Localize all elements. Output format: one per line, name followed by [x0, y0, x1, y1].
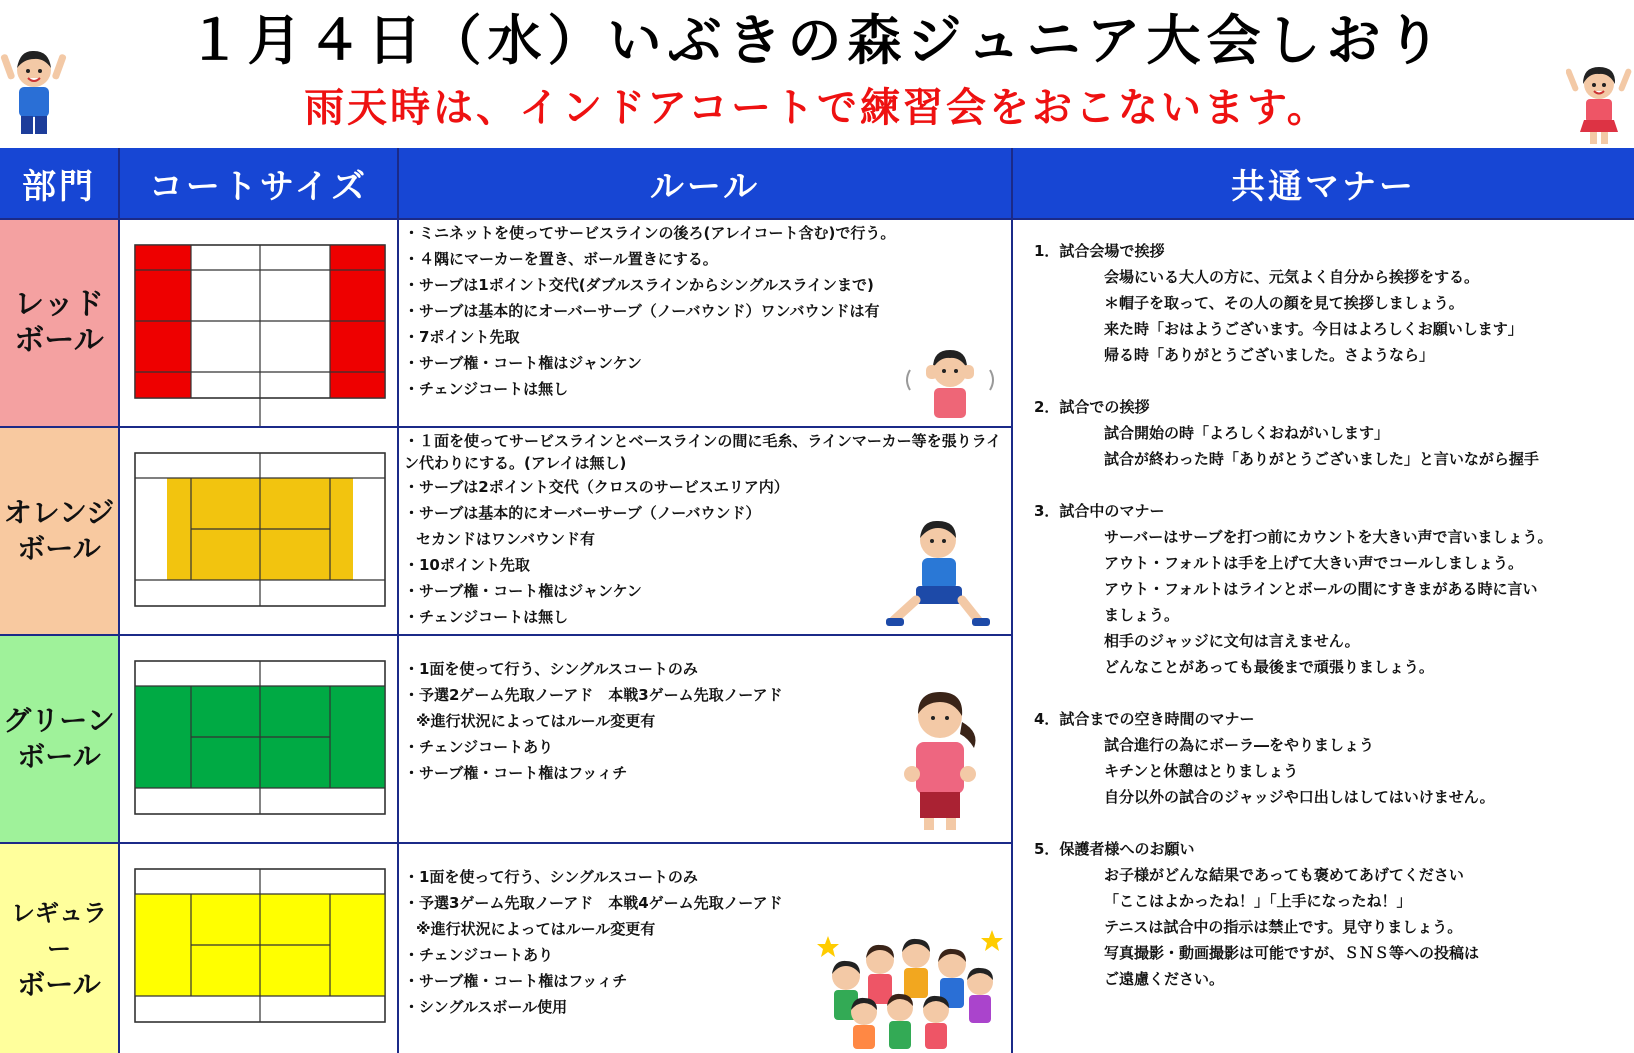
manners-section-guardians: [1034, 836, 1614, 992]
manners-line: ご遠慮ください。: [1104, 970, 1225, 988]
rule-item: ・チェンジコートあり: [404, 946, 554, 964]
header-division: 部門: [0, 148, 118, 218]
header-manners: 共通マナー: [1013, 148, 1634, 218]
manners-line: 自分以外の試合のジャッジや口出しはしてはいけません。: [1104, 788, 1495, 806]
rule-item: ・サーブは2ポイント交代（クロスのサービスエリア内）: [404, 478, 789, 496]
rule-item: ・7ポイント先取: [404, 328, 520, 346]
rule-item: ・４隅にマーカーを置き、ボール置きにする。: [404, 250, 718, 268]
division-red-line1: レッド: [14, 287, 104, 322]
court-diagram-regular: [134, 868, 386, 1023]
rule-item: ・サーブは1ポイント交代(ダブルスラインからシングルスラインまで): [404, 276, 874, 294]
manners-line: 来た時「おはようございます。今日はよろしくお願いします」: [1104, 320, 1523, 338]
division-regular: [0, 844, 118, 1053]
cheering-kids-group-illustration: [816, 916, 1006, 1050]
rule-item: ・サーブ権・コート権はジャンケン: [404, 582, 642, 600]
manners-heading: 2．試合での挨拶: [1034, 398, 1150, 416]
manners-line: 相手のジャッジに文句は言えません。: [1104, 632, 1360, 650]
manners-heading: 5．保護者様へのお願い: [1034, 840, 1195, 858]
manners-line: どんなことがあっても最後まで頑張りましょう。: [1104, 658, 1434, 676]
page-title: １月４日（水）いぶきの森ジュニア大会しおり: [187, 9, 1447, 72]
manners-line: 試合開始の時「よろしくおねがいします」: [1104, 424, 1390, 442]
rule-item: セカンドはワンバウンド有: [416, 530, 595, 548]
rule-item: ・10ポイント先取: [404, 556, 530, 574]
common-manners: [1034, 238, 1614, 1018]
rule-item: ※進行状況によってはルール変更有: [416, 712, 656, 730]
manners-section-waiting-time: [1034, 706, 1614, 810]
manners-section-during-match: [1034, 498, 1614, 680]
manners-line: ＊帽子を取って、その人の顔を見て挨拶しましょう。: [1104, 294, 1464, 312]
rules-table: [0, 148, 1634, 1053]
division-orange: [0, 428, 118, 634]
girl-covering-ears-illustration: [900, 340, 1000, 420]
court-diagram-red: [134, 244, 386, 399]
rule-item: ・予選3ゲーム先取ノーアド 本戦4ゲーム先取ノーアド: [404, 894, 783, 912]
court-diagram-green: [134, 660, 386, 815]
rule-item: ・チェンジコートあり: [404, 738, 554, 756]
division-red: [0, 220, 118, 426]
division-orange-line2: ボール: [17, 532, 101, 565]
rule-item: ・サーブ権・コート権はフッィチ: [404, 764, 628, 782]
rule-item: ・サーブは基本的にオーバーサーブ（ノーバウンド）: [404, 504, 761, 522]
rain-notice: 雨天時は、インドアコートで練習会をおこないます。: [304, 85, 1330, 131]
rule-item: ・予選2ゲーム先取ノーアド 本戦3ゲーム先取ノーアド: [404, 686, 783, 704]
determined-girl-illustration: [890, 682, 994, 832]
court-diagram-red-tail: [134, 398, 386, 426]
manners-line: 「ここはよかったね！」「上手になったね！」: [1104, 892, 1412, 910]
division-green-line1: グリーン: [3, 704, 115, 737]
manners-heading: 1．試合会場で挨拶: [1034, 242, 1165, 260]
header-court-size: コートサイズ: [120, 148, 397, 218]
rule-item: ・サーブは基本的にオーバーサーブ（ノーバウンド）ワンバウンドは有: [404, 302, 880, 320]
manners-line: サーバーはサーブを打つ前にカウントを大きい声で言いましょう。: [1104, 528, 1553, 546]
division-red-line2: ボール: [14, 323, 104, 358]
cheering-boy-illustration: [0, 46, 68, 142]
rule-item: ・ミニネットを使ってサービスラインの後ろ(アレイコート含む)で行う。: [404, 224, 896, 242]
rule-item: ・シングルスボール使用: [404, 998, 568, 1016]
division-regular-line1: レギュラー: [11, 898, 107, 963]
manners-line: 会場にいる大人の方に、元気よく自分から挨拶をする。: [1104, 268, 1480, 286]
manners-heading: 4．試合までの空き時間のマナー: [1034, 710, 1255, 728]
manners-line: お子様がどんな結果であっても褒めてあげてください: [1104, 866, 1464, 884]
cheering-girl-illustration: [1566, 62, 1632, 146]
manners-line: 試合進行の為にボーラ―をやりましょう: [1104, 736, 1375, 754]
manners-line: アウト・フォルトは手を上げて大きい声でコールしましょう。: [1104, 554, 1523, 572]
manners-line: 帰る時「ありがとうございました。さようなら」: [1104, 346, 1435, 364]
division-green-line2: ボール: [17, 740, 101, 773]
manners-line: ましょう。: [1104, 606, 1180, 624]
rule-item: ・1面を使って行う、シングルスコートのみ: [404, 660, 698, 678]
manners-section-greeting: [1034, 238, 1614, 368]
division-orange-line1: オレンジ: [3, 496, 115, 529]
court-diagram-orange: [134, 452, 386, 607]
manners-heading: 3．試合中のマナー: [1034, 502, 1165, 520]
rule-item: ・サーブ権・コート権はジャンケン: [404, 354, 642, 372]
manners-line: キチンと休憩はとりましょう: [1104, 762, 1299, 780]
manners-section-match-greeting: [1034, 394, 1614, 472]
stretching-boy-illustration: [886, 516, 998, 630]
manners-line: 写真撮影・動画撮影は可能ですが、ＳＮＳ等への投稿は: [1104, 944, 1480, 962]
rule-item: ・１面を使ってサービスラインとベースラインの間に毛糸、ラインマーカー等を張りライン代わりにする。(アレイは無し): [404, 432, 1002, 472]
manners-line: 試合が終わった時「ありがとうございました」と言いながら握手: [1104, 450, 1539, 468]
division-green: [0, 636, 118, 842]
division-regular-line2: ボール: [17, 967, 101, 1001]
rule-item: ※進行状況によってはルール変更有: [416, 920, 656, 938]
manners-line: テニスは試合中の指示は禁止です。見守りましょう。: [1104, 918, 1463, 936]
rule-item: ・サーブ権・コート権はフッィチ: [404, 972, 628, 990]
rule-item: ・チェンジコートは無し: [404, 380, 569, 398]
manners-line: アウト・フォルトはラインとボールの間にすきまがある時に言い: [1104, 580, 1538, 598]
rule-item: ・1面を使って行う、シングルスコートのみ: [404, 868, 698, 886]
header-rules: ルール: [399, 148, 1011, 218]
rule-item: ・チェンジコートは無し: [404, 608, 569, 626]
